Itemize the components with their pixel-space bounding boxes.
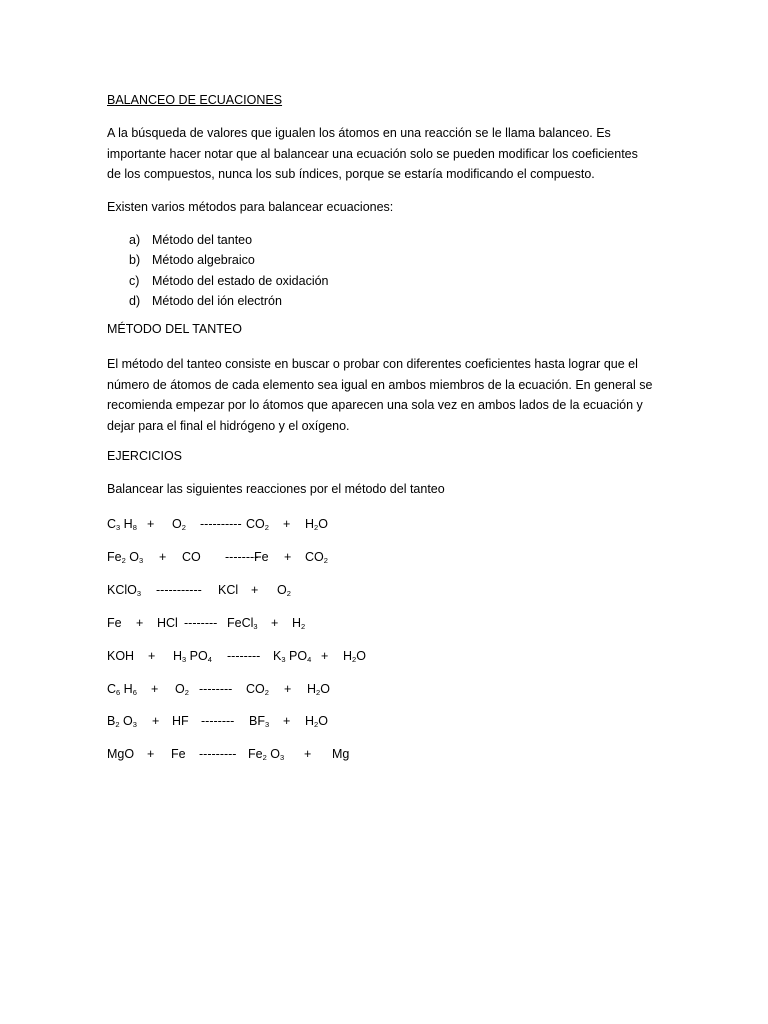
tanteo-paragraph: [107, 354, 667, 436]
chemical-formula: $Fe_2$ $O_3$: [248, 747, 285, 762]
tanteo-heading: MÉTODO DEL TANTEO: [107, 322, 242, 336]
chemical-formula: $H_2O$: [305, 714, 328, 729]
tanteo-line: El método del tanteo consiste en buscar o probar con diferentes coeficientes hasta lograr que el: [107, 357, 638, 371]
reaction-arrow: --------: [201, 714, 235, 728]
plus-sign: +: [284, 550, 292, 564]
tanteo-line: número de átomos de cada elemento sea igual en ambos miembros de la ecuación. En general se: [107, 377, 653, 392]
chemical-formula: $H_2O$: [307, 682, 330, 697]
intro-line: A la búsqueda de valores que igualen los átomos en una reacción se le llama balanceo. Es: [107, 126, 611, 140]
plus-sign: +: [136, 616, 144, 630]
tanteo-line: recomienda empezar por lo átomos que aparecen una sola vez en ambos lados de la ecuación y: [107, 398, 643, 412]
list-item-letter: a): [129, 233, 141, 247]
intro-line: importante hacer notar que al balancear una ecuación solo se pueden modificar los coeficientes: [107, 146, 638, 161]
plus-sign: +: [148, 649, 156, 663]
list-item: [129, 230, 329, 250]
chemical-formula: KOH: [107, 649, 135, 663]
chemical-formula: $C_3$ $H_8$: [107, 517, 137, 532]
exercises-instruction: Balancear las siguientes reacciones por el método del tanteo: [107, 482, 445, 496]
chemical-formula: FeCl$_3$: [227, 616, 258, 631]
list-item-label: Método del estado de oxidación: [152, 273, 329, 288]
list-item: [129, 271, 329, 291]
document-title: BALANCEO DE ECUACIONES: [107, 93, 283, 107]
chemical-formula: $H_2O$: [305, 517, 328, 532]
list-item-letter: c): [129, 273, 140, 288]
chemical-formula: $Fe_2$ $O_3$: [107, 550, 144, 565]
list-item-label: Método algebraico: [152, 253, 255, 268]
plus-sign: +: [304, 747, 312, 761]
list-item-letter: b): [129, 253, 141, 268]
plus-sign: +: [284, 682, 292, 696]
chemical-formula: $O_2$: [172, 517, 186, 532]
list-item-label: Método del tanteo: [152, 233, 253, 247]
list-item-letter: d): [129, 293, 141, 308]
methods-list: [129, 230, 329, 311]
chemical-formula: HF: [172, 714, 189, 728]
list-item-label: Método del ión electrón: [152, 293, 282, 308]
reaction-arrow: --------: [225, 550, 259, 564]
reaction-arrow: --------: [227, 649, 261, 663]
chemical-formula: $O_2$: [277, 583, 291, 598]
reaction-arrow: -----------: [156, 583, 202, 597]
chemical-formula: $H_2O$: [343, 649, 366, 664]
chemical-formula: Fe: [107, 616, 122, 630]
reaction-arrow: ----------: [200, 517, 242, 531]
plus-sign: +: [283, 517, 291, 531]
chemical-formula: $H_2$: [292, 616, 306, 631]
plus-sign: +: [147, 517, 155, 531]
chemical-formula: Fe: [254, 550, 269, 564]
intro-line: de los compuestos, nunca los sub índices, porque se estaría modificando el compuesto.: [107, 167, 595, 181]
chemical-formula: $CO_2$: [246, 682, 269, 697]
plus-sign: +: [152, 714, 160, 728]
exercises-heading: EJERCICIOS: [107, 449, 183, 463]
plus-sign: +: [251, 583, 259, 597]
chemical-formula: $CO_2$: [305, 550, 328, 565]
chemical-formula: Mg: [332, 747, 350, 761]
list-item: [129, 250, 329, 270]
chemical-formula: Fe: [171, 747, 186, 761]
chemical-formula: KClO$_3$: [107, 583, 142, 598]
plus-sign: +: [159, 550, 167, 564]
reaction-arrow: ---------: [199, 747, 237, 761]
chemical-formula: CO: [182, 550, 201, 564]
plus-sign: +: [147, 747, 155, 761]
reaction-arrow: --------: [199, 682, 233, 696]
list-item: [129, 291, 329, 311]
chemical-formula: $O_2$: [175, 682, 189, 697]
chemical-formula: KCl: [218, 583, 239, 597]
chemical-formula: $C_6$ $H_6$: [107, 682, 137, 697]
tanteo-line: dejar para el final el hidrógeno y el oxígeno.: [107, 418, 350, 433]
intro-paragraph: [107, 123, 667, 185]
chemical-formula: $BF_3$: [249, 714, 270, 729]
chemical-formula: HCl: [157, 616, 178, 630]
chemical-formula: MgO: [107, 747, 135, 761]
chemical-formula: $K_3$ $PO_4$: [273, 649, 312, 664]
reaction-arrow: --------: [184, 616, 218, 630]
plus-sign: +: [271, 616, 279, 630]
plus-sign: +: [283, 714, 291, 728]
chemical-formula: $H_3$ $PO_4$: [173, 649, 212, 664]
chemical-formula: $B_2$ $O_3$: [107, 714, 137, 729]
chemical-formula: $CO_2$: [246, 517, 269, 532]
methods-intro: Existen varios métodos para balancear ecuaciones:: [107, 200, 394, 214]
plus-sign: +: [321, 649, 329, 663]
plus-sign: +: [151, 682, 159, 696]
